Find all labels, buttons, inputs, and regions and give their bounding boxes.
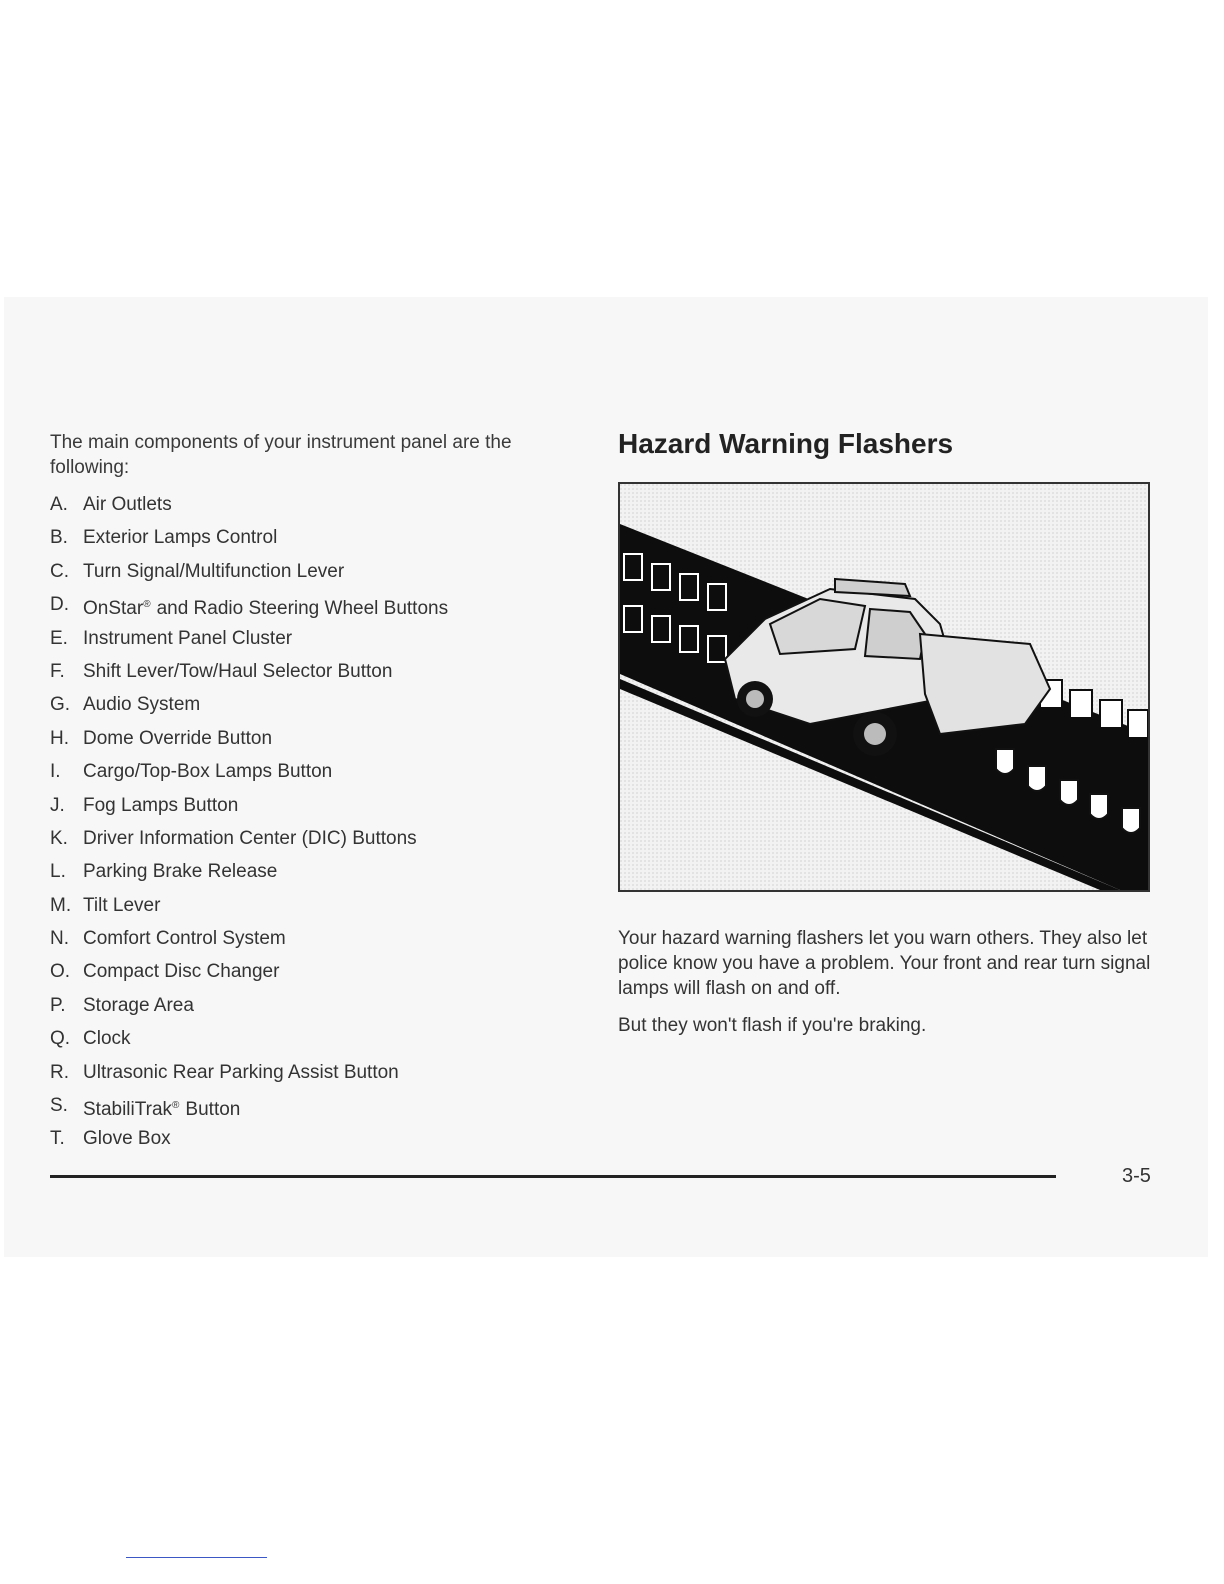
component-text bbox=[83, 488, 172, 521]
component-letter: S. bbox=[50, 1095, 68, 1117]
component-label-continued: Button bbox=[185, 1099, 241, 1121]
component-letter: J. bbox=[50, 794, 65, 816]
component-label: Ultrasonic Rear Parking Assist Button bbox=[83, 1061, 399, 1083]
component-label: Compact Disc Changer bbox=[83, 961, 280, 983]
components-column bbox=[50, 430, 580, 1156]
component-label: Exterior Lamps Control bbox=[83, 527, 278, 549]
component-text bbox=[83, 1056, 399, 1089]
component-text bbox=[83, 889, 160, 922]
component-letter: I. bbox=[50, 761, 61, 783]
component-label: Dome Override Button bbox=[83, 727, 273, 749]
intro-text: The main components of your instrument panel are the following: bbox=[50, 432, 512, 478]
paragraph-2: But they won't flash if you're braking. bbox=[618, 1015, 927, 1036]
component-letter: L. bbox=[50, 861, 66, 883]
component-text bbox=[83, 722, 272, 755]
component-text bbox=[83, 755, 332, 788]
paragraph-1: Your hazard warning flashers let you warn others. They also let police know you have a problem. Your front and rear turn signal lamps will flash on and off. bbox=[618, 928, 1151, 999]
component-label: OnStar bbox=[83, 598, 144, 620]
component-text bbox=[83, 1022, 131, 1055]
component-label: Air Outlets bbox=[83, 494, 172, 515]
component-label: Fog Lamps Button bbox=[83, 794, 239, 816]
component-label: Comfort Control System bbox=[83, 928, 286, 950]
component-label: Driver Information Center (DIC) Buttons bbox=[83, 827, 417, 849]
component-text bbox=[83, 688, 200, 721]
hazard-section bbox=[618, 426, 1163, 462]
component-label-continued: and Radio Steering Wheel Buttons bbox=[156, 598, 449, 620]
component-letter: D. bbox=[50, 594, 69, 616]
component-item bbox=[50, 922, 580, 955]
component-text bbox=[83, 922, 286, 955]
component-item bbox=[50, 755, 580, 788]
component-item bbox=[50, 588, 580, 621]
component-item bbox=[50, 688, 580, 721]
component-label: Parking Brake Release bbox=[83, 861, 278, 883]
section-title: Hazard Warning Flashers bbox=[618, 428, 954, 459]
component-text bbox=[83, 1089, 240, 1126]
component-letter: G. bbox=[50, 694, 71, 716]
page-number: 3-5 bbox=[1122, 1165, 1151, 1187]
hazard-description bbox=[618, 926, 1163, 1050]
component-letter: F. bbox=[50, 660, 65, 682]
component-text bbox=[83, 555, 344, 588]
component-label: Instrument Panel Cluster bbox=[83, 627, 293, 649]
component-label: Turn Signal/Multifunction Lever bbox=[83, 560, 345, 582]
vehicle-with-hazard-flashers-illustration bbox=[620, 484, 1148, 890]
bottom-underline bbox=[126, 1557, 267, 1558]
component-letter: P. bbox=[50, 994, 66, 1016]
component-item bbox=[50, 955, 580, 988]
component-text bbox=[83, 655, 392, 688]
component-item bbox=[50, 622, 580, 655]
component-item bbox=[50, 521, 580, 554]
component-label: Audio System bbox=[83, 694, 201, 716]
component-item bbox=[50, 822, 580, 855]
component-text bbox=[83, 1122, 171, 1155]
component-item bbox=[50, 855, 580, 888]
component-letter: H. bbox=[50, 727, 69, 749]
component-text bbox=[83, 822, 417, 855]
component-item bbox=[50, 789, 580, 822]
component-letter: T. bbox=[50, 1128, 65, 1150]
component-list bbox=[50, 488, 580, 1156]
component-text bbox=[83, 789, 238, 822]
component-text bbox=[83, 955, 279, 988]
component-letter: A. bbox=[50, 494, 68, 515]
component-label: Glove Box bbox=[83, 1128, 171, 1150]
component-item bbox=[50, 1122, 580, 1155]
component-label: Tilt Lever bbox=[83, 894, 161, 916]
registered-mark: ® bbox=[143, 599, 151, 611]
component-text bbox=[83, 622, 292, 655]
component-letter: E. bbox=[50, 627, 68, 649]
component-text bbox=[83, 521, 277, 554]
component-item bbox=[50, 555, 580, 588]
component-item bbox=[50, 1022, 580, 1055]
component-item bbox=[50, 889, 580, 922]
component-item bbox=[50, 1056, 580, 1089]
component-letter: B. bbox=[50, 527, 68, 549]
component-letter: M. bbox=[50, 894, 72, 916]
component-letter: Q. bbox=[50, 1028, 71, 1050]
component-letter: C. bbox=[50, 560, 69, 582]
component-label: StabiliTrak bbox=[83, 1099, 173, 1121]
component-item bbox=[50, 722, 580, 755]
component-label: Clock bbox=[83, 1028, 131, 1050]
component-text bbox=[83, 588, 448, 625]
component-label: Cargo/Top-Box Lamps Button bbox=[83, 761, 333, 783]
component-text bbox=[83, 989, 194, 1022]
component-text bbox=[83, 855, 277, 888]
registered-mark: ® bbox=[172, 1100, 180, 1112]
component-letter: O. bbox=[50, 961, 71, 983]
component-item bbox=[50, 989, 580, 1022]
component-item bbox=[50, 655, 580, 688]
component-letter: R. bbox=[50, 1061, 69, 1083]
component-letter: N. bbox=[50, 928, 69, 950]
component-label: Storage Area bbox=[83, 994, 194, 1016]
component-letter: K. bbox=[50, 827, 68, 849]
component-item bbox=[50, 1089, 580, 1122]
component-item bbox=[50, 488, 580, 521]
component-label: Shift Lever/Tow/Haul Selector Button bbox=[83, 660, 393, 682]
hazard-illustration bbox=[618, 482, 1150, 892]
footer-rule bbox=[50, 1175, 1056, 1178]
